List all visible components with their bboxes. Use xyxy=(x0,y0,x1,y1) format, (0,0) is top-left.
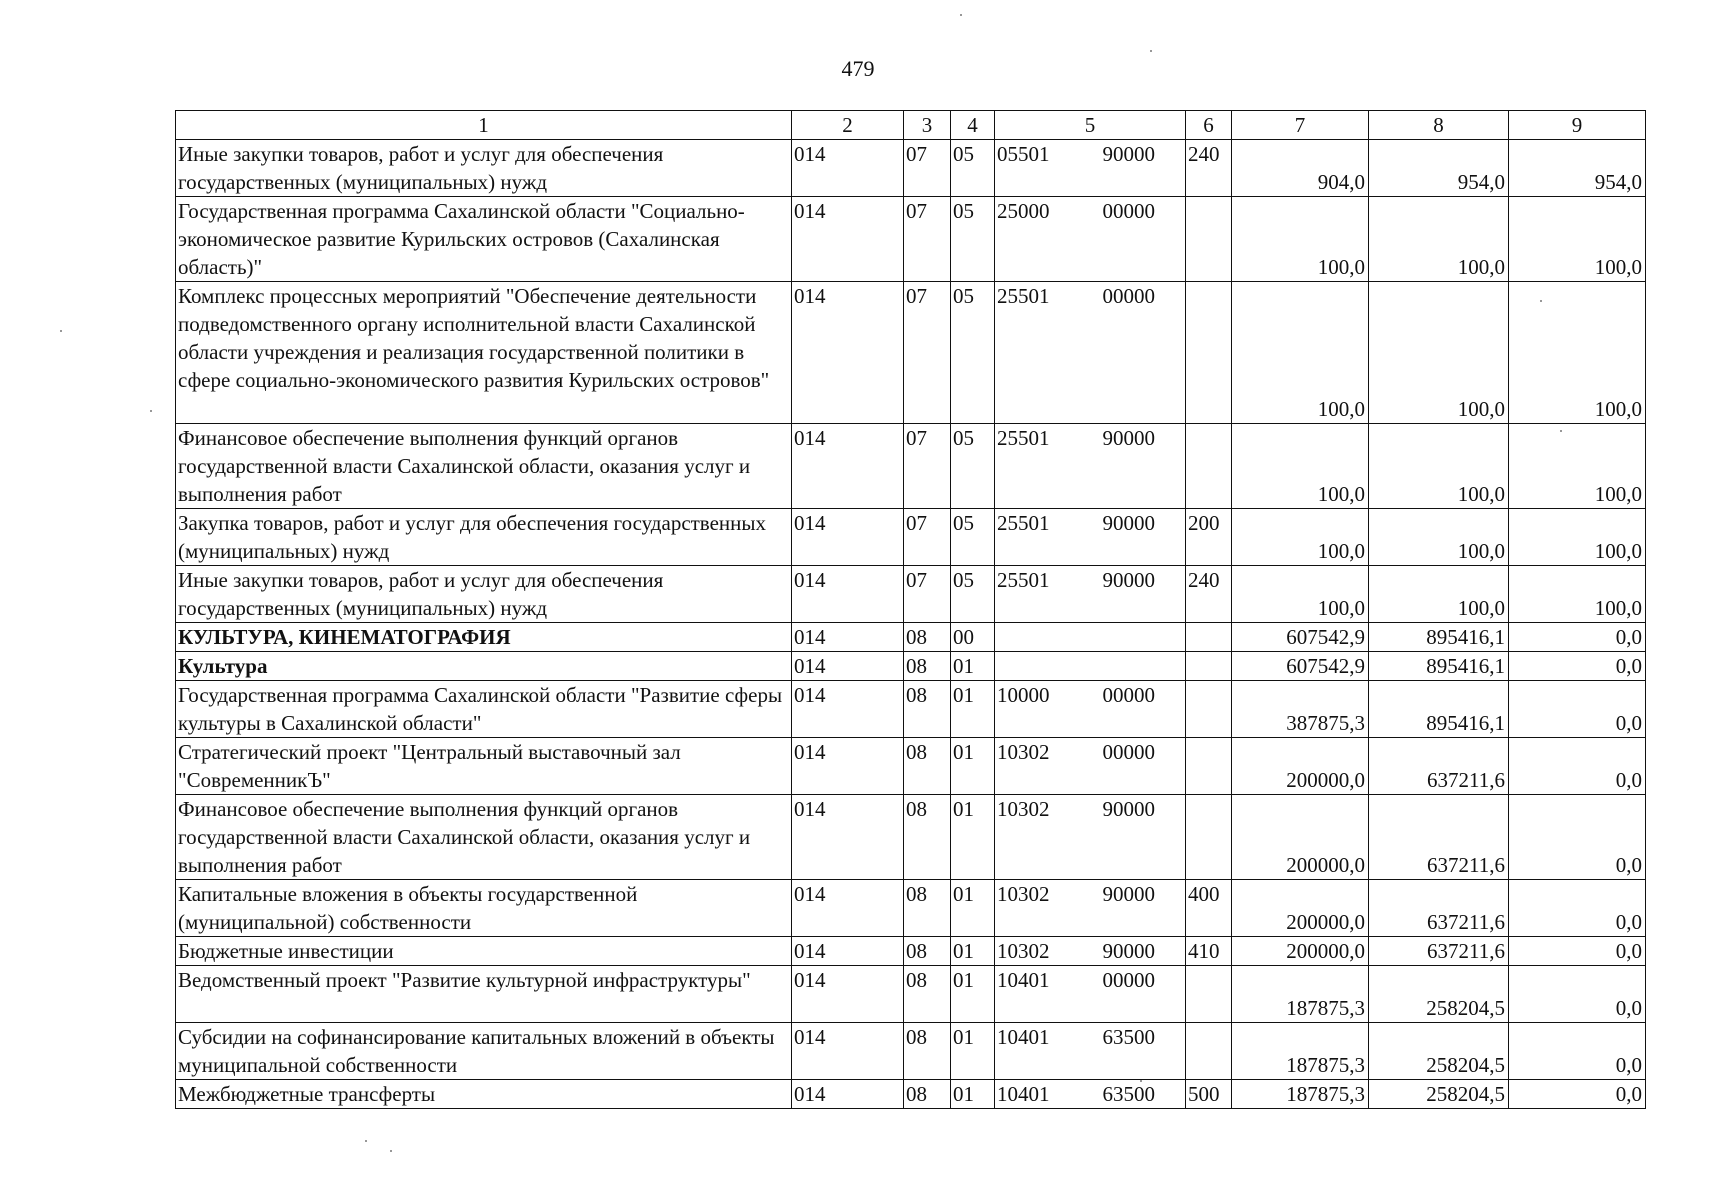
code-section: 08 xyxy=(904,1080,951,1109)
target-code-direction: 00000 xyxy=(1102,284,1155,308)
code-subsection: 05 xyxy=(951,424,995,509)
row-name: Бюджетные инвестиции xyxy=(176,937,792,966)
amount-col-8: 895416,1 xyxy=(1369,652,1509,681)
code-subsection: 05 xyxy=(951,282,995,424)
row-name: Культура xyxy=(176,652,792,681)
code-target xyxy=(995,282,1186,424)
table-row xyxy=(176,197,1646,282)
amount-col-7: 387875,3 xyxy=(1232,681,1369,738)
code-target xyxy=(995,880,1186,937)
row-name: Финансовое обеспечение выполнения функций органов государственной власти Сахалинской области, оказания услуг и выполнения работ xyxy=(176,795,792,880)
scan-speck xyxy=(1150,50,1152,52)
code-expense-type: 500 xyxy=(1186,1080,1232,1109)
code-section: 08 xyxy=(904,652,951,681)
amount-col-7: 904,0 xyxy=(1232,140,1369,197)
code-target xyxy=(995,1023,1186,1080)
code-target xyxy=(995,937,1186,966)
amount-col-7: 100,0 xyxy=(1232,197,1369,282)
header-cell: 3 xyxy=(904,111,951,140)
code-ministry: 014 xyxy=(792,566,904,623)
amount-col-9: 100,0 xyxy=(1509,282,1646,424)
target-code-program: 25000 xyxy=(997,199,1050,223)
amount-col-7: 100,0 xyxy=(1232,509,1369,566)
amount-col-8: 100,0 xyxy=(1369,566,1509,623)
code-section: 08 xyxy=(904,623,951,652)
code-expense-type xyxy=(1186,681,1232,738)
code-subsection: 01 xyxy=(951,966,995,1023)
row-name: Капитальные вложения в объекты государственной (муниципальной) собственности xyxy=(176,880,792,937)
code-ministry: 014 xyxy=(792,966,904,1023)
code-expense-type: 400 xyxy=(1186,880,1232,937)
amount-col-7: 187875,3 xyxy=(1232,966,1369,1023)
amount-col-7: 100,0 xyxy=(1232,566,1369,623)
code-expense-type xyxy=(1186,1023,1232,1080)
code-target xyxy=(995,795,1186,880)
code-target xyxy=(995,652,1186,681)
amount-col-9: 0,0 xyxy=(1509,880,1646,937)
code-subsection: 05 xyxy=(951,197,995,282)
amount-col-7: 200000,0 xyxy=(1232,738,1369,795)
amount-col-9: 100,0 xyxy=(1509,509,1646,566)
scan-speck xyxy=(60,330,62,332)
code-section: 08 xyxy=(904,966,951,1023)
code-ministry: 014 xyxy=(792,937,904,966)
code-target xyxy=(995,1080,1186,1109)
amount-col-7: 187875,3 xyxy=(1232,1023,1369,1080)
amount-col-9: 0,0 xyxy=(1509,1023,1646,1080)
row-name: Закупка товаров, работ и услуг для обеспечения государственных (муниципальных) нужд xyxy=(176,509,792,566)
amount-col-9: 0,0 xyxy=(1509,681,1646,738)
code-target xyxy=(995,966,1186,1023)
target-code-direction: 90000 xyxy=(1102,142,1155,166)
code-expense-type xyxy=(1186,282,1232,424)
amount-col-8: 100,0 xyxy=(1369,197,1509,282)
code-target xyxy=(995,738,1186,795)
code-expense-type xyxy=(1186,652,1232,681)
table-row xyxy=(176,880,1646,937)
code-subsection: 01 xyxy=(951,1023,995,1080)
code-section: 07 xyxy=(904,424,951,509)
target-code-direction: 00000 xyxy=(1102,740,1155,764)
target-code-program: 10302 xyxy=(997,939,1050,963)
code-subsection: 01 xyxy=(951,652,995,681)
amount-col-8: 258204,5 xyxy=(1369,966,1509,1023)
amount-col-8: 954,0 xyxy=(1369,140,1509,197)
amount-col-9: 0,0 xyxy=(1509,623,1646,652)
target-code-program: 10401 xyxy=(997,1025,1050,1049)
amount-col-9: 0,0 xyxy=(1509,937,1646,966)
code-ministry: 014 xyxy=(792,1023,904,1080)
amount-col-7: 200000,0 xyxy=(1232,937,1369,966)
target-code-program: 10401 xyxy=(997,968,1050,992)
code-subsection: 01 xyxy=(951,937,995,966)
amount-col-9: 100,0 xyxy=(1509,424,1646,509)
header-cell: 4 xyxy=(951,111,995,140)
amount-col-9: 954,0 xyxy=(1509,140,1646,197)
target-code-direction: 00000 xyxy=(1102,199,1155,223)
code-subsection: 01 xyxy=(951,681,995,738)
code-expense-type: 240 xyxy=(1186,140,1232,197)
page-number: 479 xyxy=(841,56,875,81)
code-expense-type xyxy=(1186,424,1232,509)
amount-col-9: 0,0 xyxy=(1509,738,1646,795)
code-subsection: 01 xyxy=(951,795,995,880)
table-row xyxy=(176,140,1646,197)
amount-col-7: 200000,0 xyxy=(1232,880,1369,937)
scan-speck xyxy=(150,410,152,412)
row-name: Государственная программа Сахалинской области "Развитие сферы культуры в Сахалинской области" xyxy=(176,681,792,738)
code-ministry: 014 xyxy=(792,140,904,197)
code-section: 08 xyxy=(904,681,951,738)
amount-col-7: 200000,0 xyxy=(1232,795,1369,880)
table-row xyxy=(176,795,1646,880)
row-name: Ведомственный проект "Развитие культурной инфраструктуры" xyxy=(176,966,792,1023)
header-row xyxy=(176,111,1646,140)
scan-speck xyxy=(1140,1080,1142,1082)
code-subsection: 05 xyxy=(951,509,995,566)
code-section: 08 xyxy=(904,880,951,937)
code-expense-type xyxy=(1186,795,1232,880)
row-name: КУЛЬТУРА, КИНЕМАТОГРАФИЯ xyxy=(176,623,792,652)
code-target xyxy=(995,566,1186,623)
target-code-program: 05501 xyxy=(997,142,1050,166)
target-code-program: 25501 xyxy=(997,284,1050,308)
code-expense-type: 240 xyxy=(1186,566,1232,623)
code-subsection: 01 xyxy=(951,880,995,937)
code-section: 07 xyxy=(904,282,951,424)
code-subsection: 05 xyxy=(951,566,995,623)
target-code-direction: 00000 xyxy=(1102,968,1155,992)
amount-col-7: 100,0 xyxy=(1232,424,1369,509)
code-target xyxy=(995,140,1186,197)
header-cell: 7 xyxy=(1232,111,1369,140)
code-section: 08 xyxy=(904,795,951,880)
code-ministry: 014 xyxy=(792,738,904,795)
amount-col-9: 0,0 xyxy=(1509,652,1646,681)
amount-col-7: 607542,9 xyxy=(1232,652,1369,681)
amount-col-7: 187875,3 xyxy=(1232,1080,1369,1109)
table-row xyxy=(176,509,1646,566)
target-code-program: 10401 xyxy=(997,1082,1050,1106)
code-section: 07 xyxy=(904,197,951,282)
code-ministry: 014 xyxy=(792,1080,904,1109)
target-code-direction: 90000 xyxy=(1102,939,1155,963)
amount-col-8: 637211,6 xyxy=(1369,880,1509,937)
row-name: Субсидии на софинансирование капитальных вложений в объекты муниципальной собственности xyxy=(176,1023,792,1080)
target-code-program: 10000 xyxy=(997,683,1050,707)
scan-speck xyxy=(1560,430,1562,432)
amount-col-9: 0,0 xyxy=(1509,966,1646,1023)
target-code-program: 25501 xyxy=(997,568,1050,592)
amount-col-8: 637211,6 xyxy=(1369,795,1509,880)
amount-col-8: 637211,6 xyxy=(1369,937,1509,966)
table-row xyxy=(176,738,1646,795)
code-section: 08 xyxy=(904,937,951,966)
table-row xyxy=(176,652,1646,681)
code-target xyxy=(995,197,1186,282)
scan-speck xyxy=(390,1150,392,1152)
code-ministry: 014 xyxy=(792,795,904,880)
code-section: 07 xyxy=(904,509,951,566)
code-ministry: 014 xyxy=(792,681,904,738)
table-row xyxy=(176,623,1646,652)
code-section: 07 xyxy=(904,566,951,623)
code-expense-type xyxy=(1186,738,1232,795)
target-code-direction: 00000 xyxy=(1102,683,1155,707)
code-expense-type xyxy=(1186,197,1232,282)
header-cell: 6 xyxy=(1186,111,1232,140)
row-name: Финансовое обеспечение выполнения функций органов государственной власти Сахалинской области, оказания услуг и выполнения работ xyxy=(176,424,792,509)
target-code-direction: 90000 xyxy=(1102,568,1155,592)
code-ministry: 014 xyxy=(792,282,904,424)
table-row xyxy=(176,1023,1646,1080)
table-row xyxy=(176,282,1646,424)
header-cell: 5 xyxy=(995,111,1186,140)
amount-col-8: 100,0 xyxy=(1369,282,1509,424)
amount-col-8: 895416,1 xyxy=(1369,681,1509,738)
target-code-program: 10302 xyxy=(997,740,1050,764)
amount-col-9: 100,0 xyxy=(1509,197,1646,282)
header-cell: 8 xyxy=(1369,111,1509,140)
code-subsection: 01 xyxy=(951,738,995,795)
budget-table xyxy=(175,110,1646,1109)
amount-col-8: 895416,1 xyxy=(1369,623,1509,652)
code-expense-type xyxy=(1186,623,1232,652)
row-name: Иные закупки товаров, работ и услуг для обеспечения государственных (муниципальных) нужд xyxy=(176,566,792,623)
amount-col-8: 258204,5 xyxy=(1369,1080,1509,1109)
code-target xyxy=(995,509,1186,566)
amount-col-9: 0,0 xyxy=(1509,1080,1646,1109)
target-code-program: 25501 xyxy=(997,511,1050,535)
target-code-direction: 90000 xyxy=(1102,426,1155,450)
code-target xyxy=(995,681,1186,738)
amount-col-8: 100,0 xyxy=(1369,424,1509,509)
target-code-direction: 90000 xyxy=(1102,511,1155,535)
target-code-direction: 63500 xyxy=(1102,1082,1155,1106)
amount-col-9: 100,0 xyxy=(1509,566,1646,623)
code-ministry: 014 xyxy=(792,652,904,681)
table-row xyxy=(176,566,1646,623)
code-subsection: 05 xyxy=(951,140,995,197)
table-row xyxy=(176,937,1646,966)
header-cell: 9 xyxy=(1509,111,1646,140)
scan-speck xyxy=(960,14,962,16)
target-code-direction: 90000 xyxy=(1102,797,1155,821)
code-ministry: 014 xyxy=(792,509,904,566)
code-expense-type: 410 xyxy=(1186,937,1232,966)
target-code-program: 10302 xyxy=(997,882,1050,906)
row-name: Иные закупки товаров, работ и услуг для обеспечения государственных (муниципальных) нужд xyxy=(176,140,792,197)
row-name: Государственная программа Сахалинской области "Социально-экономическое развитие Курильских островов (Сахалинская область)" xyxy=(176,197,792,282)
amount-col-8: 637211,6 xyxy=(1369,738,1509,795)
header-cell: 1 xyxy=(176,111,792,140)
code-section: 07 xyxy=(904,140,951,197)
amount-col-8: 258204,5 xyxy=(1369,1023,1509,1080)
table-row xyxy=(176,681,1646,738)
target-code-direction: 63500 xyxy=(1102,1025,1155,1049)
table-body xyxy=(176,140,1646,1109)
code-ministry: 014 xyxy=(792,623,904,652)
target-code-program: 25501 xyxy=(997,426,1050,450)
scan-speck xyxy=(1540,300,1542,302)
table-row xyxy=(176,424,1646,509)
code-section: 08 xyxy=(904,1023,951,1080)
amount-col-7: 100,0 xyxy=(1232,282,1369,424)
header-cell: 2 xyxy=(792,111,904,140)
target-code-direction: 90000 xyxy=(1102,882,1155,906)
code-expense-type: 200 xyxy=(1186,509,1232,566)
code-subsection: 01 xyxy=(951,1080,995,1109)
amount-col-9: 0,0 xyxy=(1509,795,1646,880)
amount-col-7: 607542,9 xyxy=(1232,623,1369,652)
scan-speck xyxy=(365,1140,367,1142)
code-ministry: 014 xyxy=(792,424,904,509)
code-subsection: 00 xyxy=(951,623,995,652)
target-code-program: 10302 xyxy=(997,797,1050,821)
row-name: Комплекс процессных мероприятий "Обеспечение деятельности подведомственного органу исполнительной власти Сахалинской области учреждения и реализация государственной политики в сфере социально-экономического развития Курильских островов" xyxy=(176,282,792,424)
table-row xyxy=(176,966,1646,1023)
code-target xyxy=(995,623,1186,652)
code-expense-type xyxy=(1186,966,1232,1023)
code-ministry: 014 xyxy=(792,197,904,282)
amount-col-8: 100,0 xyxy=(1369,509,1509,566)
code-target xyxy=(995,424,1186,509)
row-name: Стратегический проект "Центральный выставочный зал "СовременникЪ" xyxy=(176,738,792,795)
table-row xyxy=(176,1080,1646,1109)
row-name: Межбюджетные трансферты xyxy=(176,1080,792,1109)
code-section: 08 xyxy=(904,738,951,795)
code-ministry: 014 xyxy=(792,880,904,937)
